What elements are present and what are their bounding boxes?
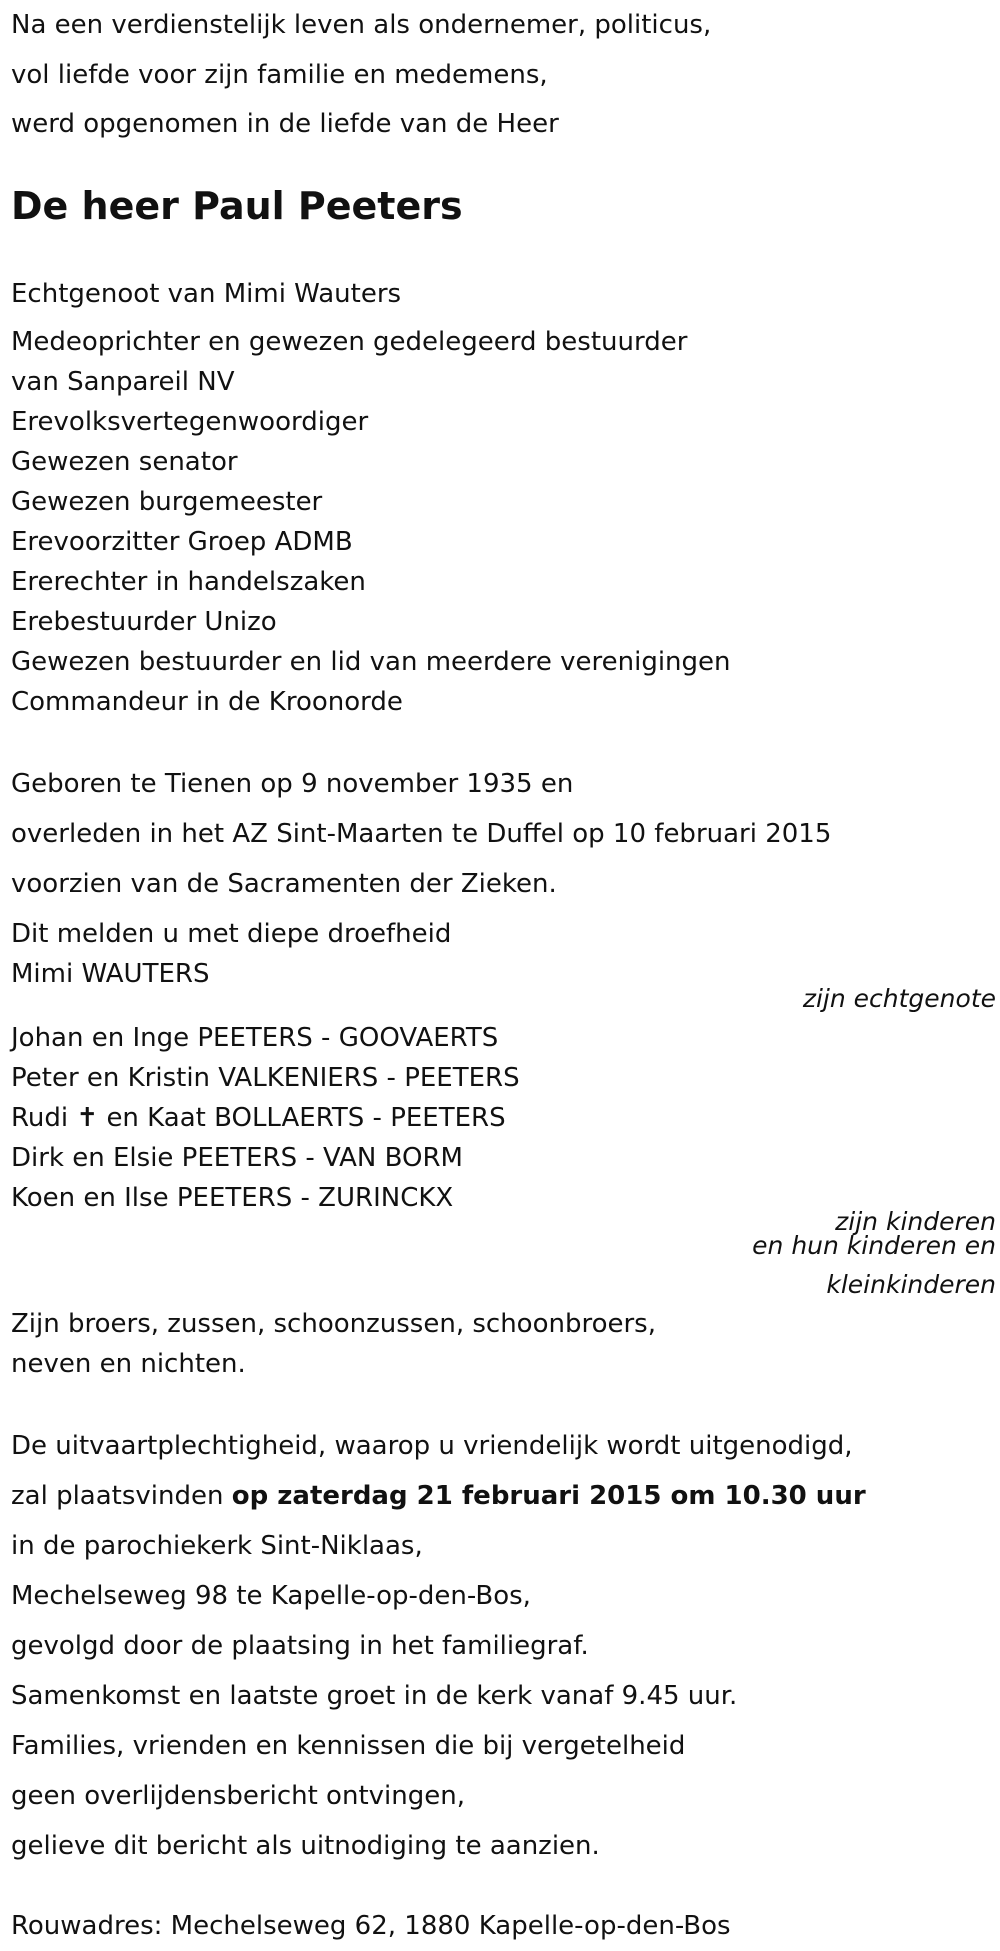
relatives-line: neven en nichten. xyxy=(11,1349,246,1379)
announcement: Dit melden u met diepe droefheid xyxy=(11,919,452,949)
funeral-line: in de parochiekerk Sint-Niklaas, xyxy=(11,1531,423,1561)
funeral-line: Samenkomst en laatste groet in de kerk vanaf 9.45 uur. xyxy=(11,1681,738,1711)
title-line: Erevoorzitter Groep ADMB xyxy=(11,527,353,557)
relatives-line: Zijn broers, zussen, schoonzussen, schoonbroers, xyxy=(11,1309,656,1339)
deceased-name: De heer Paul Peeters xyxy=(11,184,463,228)
child-line: Koen en Ilse PEETERS - ZURINCKX xyxy=(11,1183,454,1213)
title-line: Commandeur in de Kroonorde xyxy=(11,687,403,717)
funeral-line: geen overlijdensbericht ontvingen, xyxy=(11,1781,465,1811)
title-line: Echtgenoot van Mimi Wauters xyxy=(11,279,402,309)
title-line: Erevolksvertegenwoordiger xyxy=(11,407,369,437)
funeral-line: Mechelseweg 98 te Kapelle-op-den-Bos, xyxy=(11,1581,531,1611)
funeral-line: De uitvaartplechtigheid, waarop u vriendelijk wordt uitgenodigd, xyxy=(11,1431,853,1461)
title-line: Gewezen burgemeester xyxy=(11,487,323,517)
funeral-date-line: zal plaatsvinden op zaterdag 21 februari 2015 om 10.30 uur xyxy=(11,1481,866,1511)
funeral-line: gevolgd door de plaatsing in het familiegraf. xyxy=(11,1631,589,1661)
mourning-address: Rouwadres: Mechelseweg 62, 1880 Kapelle-op-den-Bos xyxy=(11,1911,731,1941)
children-role: kleinkinderen xyxy=(826,1270,996,1299)
death-line: overleden in het AZ Sint-Maarten te Duffel op 10 februari 2015 xyxy=(11,819,832,849)
title-line: Ererechter in handelszaken xyxy=(11,567,366,597)
cross-icon: ✝ xyxy=(76,1103,99,1133)
child-line: Johan en Inge PEETERS - GOOVAERTS xyxy=(11,1023,499,1053)
sacraments-line: voorzien van de Sacramenten der Zieken. xyxy=(11,869,557,899)
title-line: Gewezen bestuurder en lid van meerdere verenigingen xyxy=(11,647,731,677)
child-line: Peter en Kristin VALKENIERS - PEETERS xyxy=(11,1063,520,1093)
intro-line-2: vol liefde voor zijn familie en medemens, xyxy=(11,60,548,90)
intro-line-3: werd opgenomen in de liefde van de Heer xyxy=(11,109,559,139)
child-line: Dirk en Elsie PEETERS - VAN BORM xyxy=(11,1143,463,1173)
birth-line: Geboren te Tienen op 9 november 1935 en xyxy=(11,769,574,799)
spouse-role: zijn echtgenote xyxy=(802,984,996,1013)
title-line: Medeoprichter en gewezen gedelegeerd bestuurder xyxy=(11,327,688,357)
title-line: Erebestuurder Unizo xyxy=(11,607,277,637)
funeral-line: gelieve dit bericht als uitnodiging te aanzien. xyxy=(11,1831,600,1861)
intro-line-1: Na een verdienstelijk leven als ondernemer, politicus, xyxy=(11,10,712,40)
funeral-line: Families, vrienden en kennissen die bij vergetelheid xyxy=(11,1731,686,1761)
child-line: Rudi ✝ en Kaat BOLLAERTS - PEETERS xyxy=(11,1103,506,1133)
children-role: en hun kinderen en xyxy=(752,1231,996,1260)
funeral-date: op zaterdag 21 februari 2015 om 10.30 uur xyxy=(231,1481,866,1511)
title-line: Gewezen senator xyxy=(11,447,238,477)
title-line: van Sanpareil NV xyxy=(11,367,235,397)
spouse-name: Mimi WAUTERS xyxy=(11,959,210,989)
children-role: zijn kinderen xyxy=(835,1207,996,1236)
